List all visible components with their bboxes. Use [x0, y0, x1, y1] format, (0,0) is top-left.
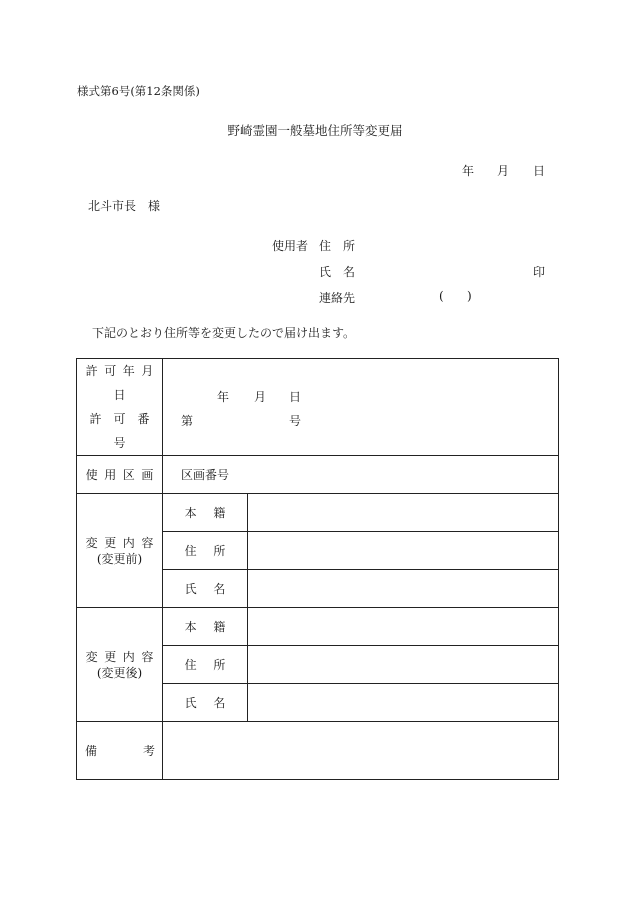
contact-paren-open: ( — [439, 289, 444, 303]
remarks-label-1: 備 — [85, 744, 98, 758]
applicant-name-label: 氏 名 — [319, 265, 356, 279]
permit-number-value — [163, 407, 558, 431]
permit-date-label: 許可年月日 — [85, 364, 160, 402]
remarks-row — [77, 722, 559, 780]
applicant-user-label: 使用者 — [272, 239, 309, 253]
section-row — [77, 456, 559, 494]
remarks-label-2: 考 — [142, 744, 155, 758]
date-month: 月 — [497, 164, 510, 178]
before-honseki-label: 本籍 — [163, 494, 248, 532]
permit-dai: 第 — [181, 414, 194, 428]
after-name-input[interactable] — [248, 684, 559, 722]
before-honseki-input[interactable] — [248, 494, 559, 532]
after-label: 変更内容 — [85, 649, 160, 664]
permit-month: 月 — [254, 390, 267, 404]
after-address-label: 住所 — [163, 646, 248, 684]
before-honseki-row — [77, 494, 559, 532]
before-label: 変更内容 — [85, 535, 160, 550]
section-label: 使用区画 — [85, 468, 160, 482]
permit-day: 日 — [289, 390, 302, 404]
before-address-label: 住所 — [163, 532, 248, 570]
seal-mark: 印 — [533, 265, 546, 279]
permit-value-cell — [163, 359, 559, 456]
permit-row — [77, 359, 559, 456]
date-day: 日 — [533, 164, 546, 178]
after-honseki-label: 本籍 — [163, 608, 248, 646]
permit-year: 年 — [217, 390, 230, 404]
after-sublabel: (変更後) — [96, 665, 143, 680]
form-number: 様式第6号(第12条関係) — [77, 84, 200, 98]
permit-label-cell — [77, 359, 163, 456]
remarks-input[interactable] — [163, 722, 559, 780]
after-address-input[interactable] — [248, 646, 559, 684]
contact-paren-close: ) — [467, 289, 472, 303]
remarks-label-cell — [77, 722, 163, 780]
after-name-label: 氏名 — [163, 684, 248, 722]
before-address-input[interactable] — [248, 532, 559, 570]
after-honseki-row — [77, 608, 559, 646]
before-sublabel: (変更前) — [96, 551, 143, 566]
permit-number-label: 許可番号 — [89, 412, 162, 450]
section-number-label: 区画番号 — [181, 468, 230, 482]
permit-date-value — [163, 383, 558, 407]
addressee: 北斗市長 様 — [88, 199, 161, 213]
change-notification-table — [76, 358, 559, 780]
applicant-address-label: 住 所 — [319, 239, 356, 253]
after-label-cell — [77, 608, 163, 722]
section-value-cell — [163, 456, 559, 494]
statement: 下記のとおり住所等を変更したので届け出ます。 — [92, 326, 356, 340]
before-name-label: 氏名 — [163, 570, 248, 608]
applicant-contact-label: 連絡先 — [319, 291, 356, 305]
before-name-input[interactable] — [248, 570, 559, 608]
section-label-cell — [77, 456, 163, 494]
before-label-cell — [77, 494, 163, 608]
form-title: 野崎霊園一般墓地住所等変更届 — [227, 123, 403, 138]
after-honseki-input[interactable] — [248, 608, 559, 646]
date-year: 年 — [462, 164, 475, 178]
permit-go: 号 — [289, 414, 302, 428]
